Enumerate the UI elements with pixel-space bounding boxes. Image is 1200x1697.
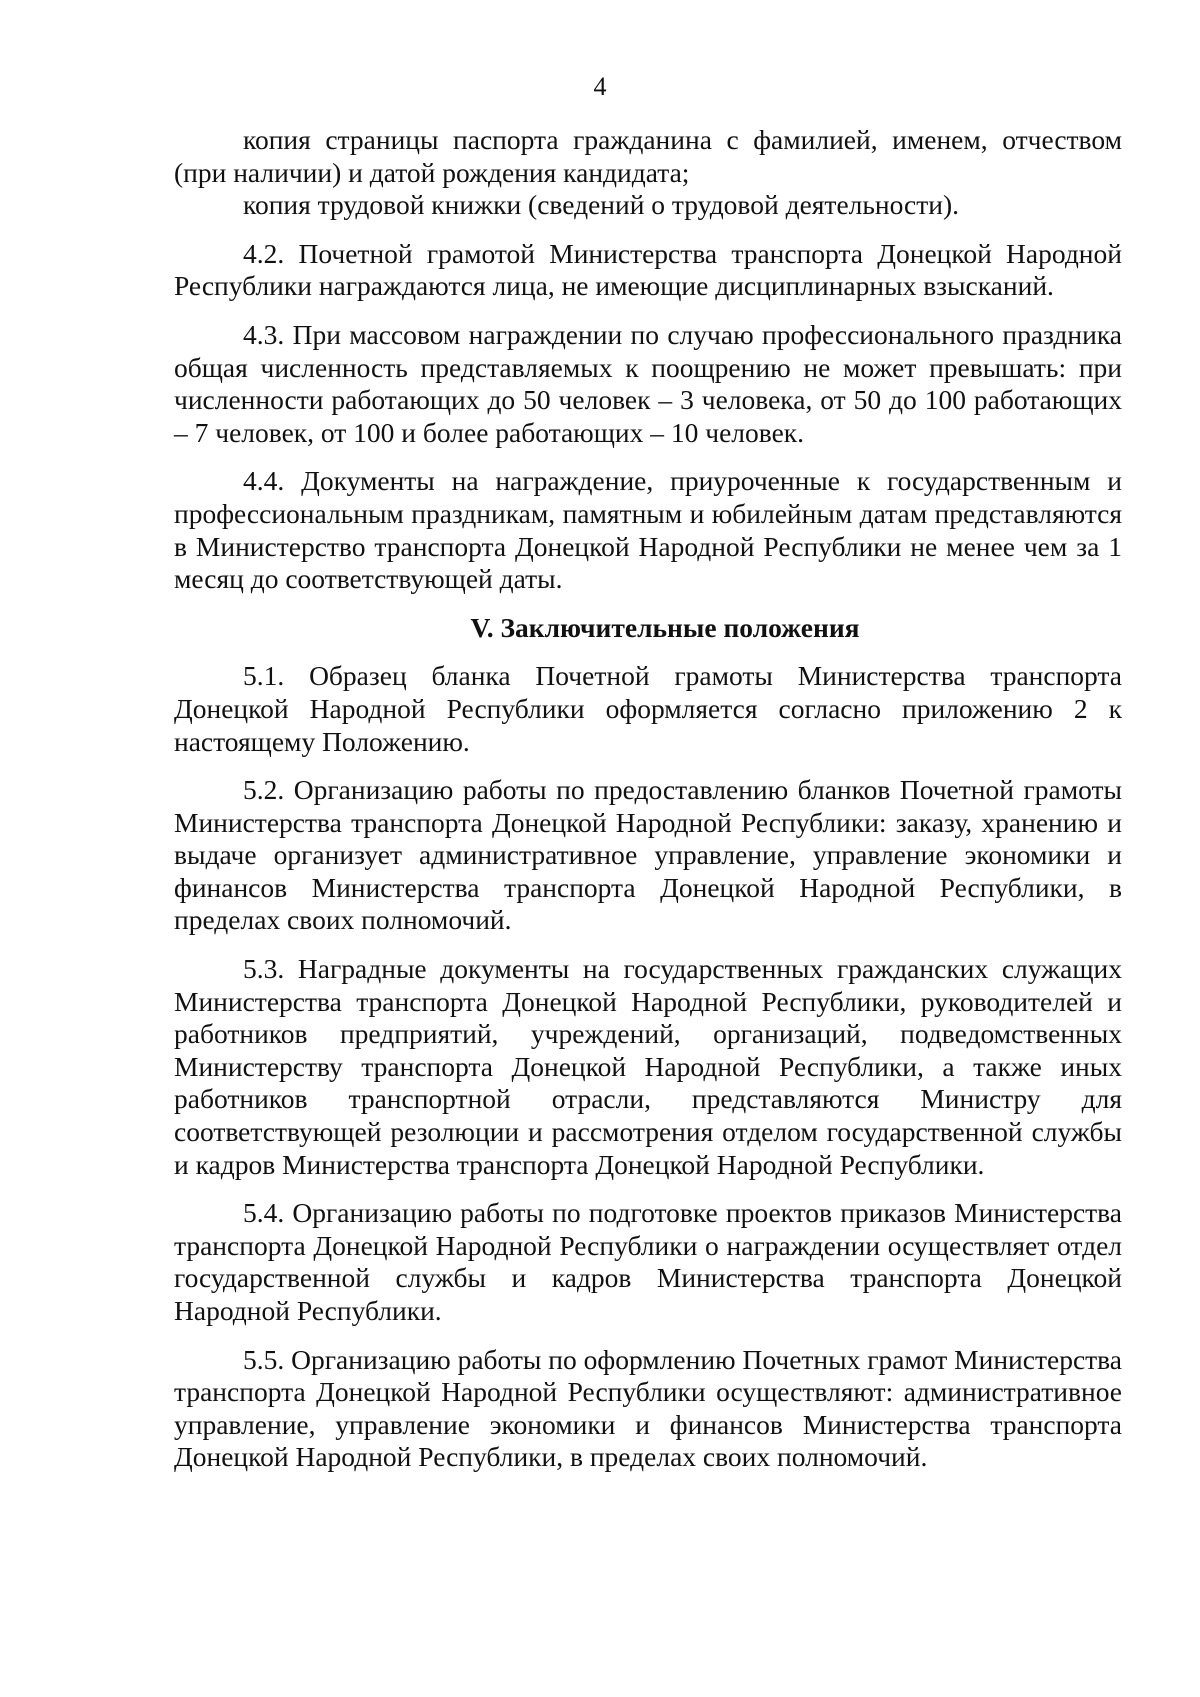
page-number: 4 [593,72,607,101]
paragraph-passport-copy: копия страницы паспорта гражданина с фамилией, именем, отчеством (при наличии) и датой рождения кандидата; [174,124,1122,188]
paragraph-4-3: 4.3. При массовом награждении по случаю профессионального праздника общая численность представляемых к поощрению не может превышать: при численности работающих до 50 человек – 3 человека, от 50 до 100 работающих – 7 человек, от 100 и более работающих – 10 человек. [174,318,1122,448]
paragraph-5-3: 5.3. Наградные документы на государственных гражданских служащих Министерства транспорта Донецкой Народной Республики, руководителей и работников предприятий, учреждений, организаций, подведомственных Министерству транспорта Донецкой Народной Республики, а также иных работников транспортной отрасли, представляются Министру для соответствующей резолюции и рассмотрения отделом государственной службы и кадров Министерства транспорта Донецкой Народной Республики. [174,953,1122,1180]
paragraph-workbook-copy: копия трудовой книжки (сведений о трудовой деятельности). [243,189,960,221]
paragraph-5-4: 5.4. Организацию работы по подготовке проектов приказов Министерства транспорта Донецкой Народной Республики о награждении осуществляет отдел государственной службы и кадров Министерства транспорта Донецкой Народной Республики. [174,1197,1122,1326]
section-heading: V. Заключительные положения [470,611,860,643]
paragraph-4-2: 4.2. Почетной грамотой Министерства транспорта Донецкой Народной Республики награждаются лица, не имеющие дисциплинарных взысканий. [174,237,1122,302]
paragraph-4-4: 4.4. Документы на награждение, приуроченные к государственным и профессиональным праздникам, памятным и юбилейным датам представляются в Министерство транспорта Донецкой Народной Республики не менее чем за 1 месяц до соответствующей даты. [174,465,1122,595]
paragraph-5-1: 5.1. Образец бланка Почетной грамоты Министерства транспорта Донецкой Народной Республики оформляется согласно приложению 2 к настоящему Положению. [174,660,1122,757]
paragraph-5-2: 5.2. Организацию работы по предоставлению бланков Почетной грамоты Министерства транспорта Донецкой Народной Республики: заказу, хранению и выдаче организует административное управление, управление экономики и финансов Министерства транспорта Донецкой Народной Республики, в пределах своих полномочий. [174,774,1122,936]
paragraph-5-5: 5.5. Организацию работы по оформлению Почетных грамот Министерства транспорта Донецкой Народной Республики осуществляют: административное управление, управление экономики и финансов Министерства транспорта Донецкой Народной Республики, в пределах своих полномочий. [174,1343,1122,1473]
document-body [174,124,1122,1474]
